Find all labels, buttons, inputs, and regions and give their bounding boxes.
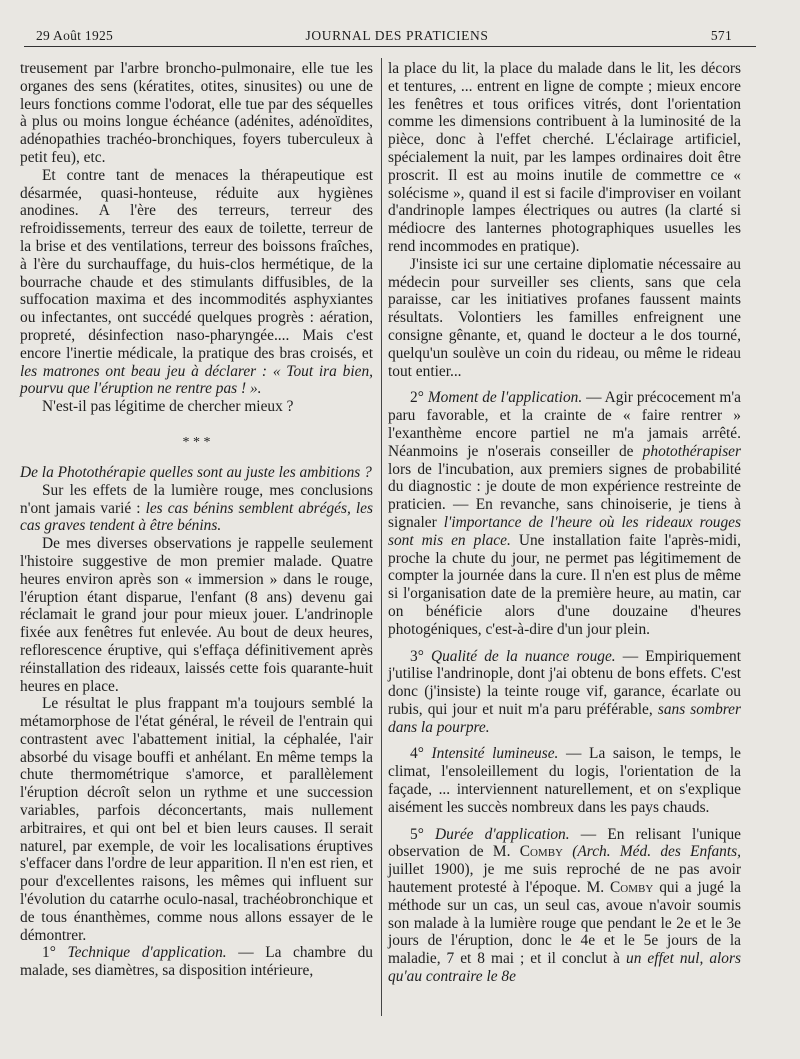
item-number: 1° [42,944,56,962]
section-separator: * * * [182,434,211,450]
header-date: 29 Août 1925 [36,28,114,43]
item-heading: Qualité de la nuance rouge. [430,647,616,665]
paragraph-italic: les matrones ont beau jeu à déclarer : « Tout ira bien, pourvu que l'éruption ne rentre pas ! ». [20,362,373,398]
item-heading: Intensité lumineuse. [431,745,559,763]
left-column [20,60,373,980]
header-page-number: 571 [710,28,732,43]
paragraph-italic: photothérapiser [642,442,741,460]
item-heading: Technique d'application. [67,944,227,962]
section-title-text: De la Photothérapie quelles sont au juste les ambitions ? [20,463,372,481]
paragraph [388,389,741,638]
paragraph: De mes diverses observations je rappelle seulement l'histoire suggestive de mon premier malade. Quatre heures environ après son « immersion » dans le rouge, l'éruption étant disparue, l'enfant (8 ans) devenu gai réclamait le grand jour pour mieux jouer. L'andrinople fixée aux fenêtres fut enlevée. Au bout de deux heures, reflorescence éruptive, qui s'effaça définitivement après réinstallation des rideaux, laissés cette fois quarante-huit heures en place. [20,535,373,695]
paragraph: N'est-il pas légitime de chercher mieux ? [42,398,294,416]
paragraph-text: — La chambre du malade, ses diamètres, sa disposition intérieure, [20,944,373,980]
paragraph-text: — Agir précocement m'a paru favorable, et la crainte de « faire rentrer » l'exanthème encore partiel ne m'a jamais arrêté. Néanmoins je n'oserais conseiller de [388,389,741,460]
paragraph [20,944,373,980]
right-column [388,60,741,986]
author-name: Comby [610,879,654,897]
paragraph-text: — La saison, le temps, le climat, l'ensoleillement du logis, l'orientation de la façade, ... interviennent naturellement, et on s'explique aisément les succès nombreux dans les pays chauds. [388,745,741,816]
paragraph-text: — En relisant l'unique observation de M. [388,825,741,861]
paragraph-text: — Empiriquement j'utilise l'andrinople, dont j'ai obtenu de bons effets. C'est donc (j'insiste) la teinte rouge vif, garance, écarlate ou rubis, qui jour et nuit m'a paru préférable, [388,647,741,718]
author-name: Comby [519,843,563,861]
paragraph-italic: sans sombrer dans la pourpre. [388,700,741,736]
paragraph-text: juillet 1900), je me suis reproché de ne pas avoir hautement protesté à l'époque. M. [388,861,741,897]
column-divider [381,58,382,1016]
citation: (Arch. Méd. des Enfants, [572,843,741,861]
paragraph: treusement par l'arbre broncho-pulmonaire, elle tue les organes des sens (kératites, otites, sinusites) ou une de leurs fonctions comme l'odorat, elle tue par des séquelles à plus ou moins longue échéance (adénites, adénoïdites, adénopathies trachéo-bronchiques, foyers tuberculeux à petit feu), etc. [20,60,373,166]
header-journal-title: JOURNAL DES PRATICIENS [305,28,489,43]
paragraph-italic: un effet nul, alors qu'au contraire le 8e [388,950,741,986]
paragraph: Le résultat le plus frappant m'a toujours semblé la métamorphose de l'état général, le réveil de l'entrain qui contrastent avec l'abattement initial, la céphalée, l'air absorbé du visage bouffi et anhélant. En même temps la chute thermométrique s'amorce, et parallèlement l'éruption décroît selon un rythme et une succession variables, parfois déconcertants, mais nullement arbitraires, et qui ont bel et bien leurs causes. Il serait naturel, par exemple, de voir les localisations éruptives s'effacer dans l'ordre de leur apparition. Il n'en est rien, et pour d'excellentes raisons, les mêmes qui influent sur l'évolution du catarrhe oculo-nasal, trachéobronchique et de tous énanthèmes, comme nous allons essayer de le démontrer. [20,695,373,944]
item-heading: Moment de l'application. [427,389,583,407]
item-number: 5° [410,825,424,843]
paragraph [388,826,741,986]
paragraph-text: qui a jugé la méthode sur un cas, un seul cas, avoue n'avoir soumis son malade à la lumière rouge que pendant le 2e et le 3e jours de l'éruption, donc le 4e et le 5e jours de la maladie, 7 et 8 mai ; et il conclut à [388,879,741,968]
paragraph [388,648,741,737]
item-number: 3° [410,647,424,665]
paragraph: J'insiste ici sur une certaine diplomatie nécessaire au médecin pour surveiller ses clients, sans que cela paraisse, car les initiatives profanes faussent maints résultats. Volontiers les familles enfreignent une consigne gênante, et, quand le docteur a le dos tourné, quelqu'un soulève un coin du rideau, ou même le rideau tout entier... [388,255,741,380]
paragraph-text: Sur les effets de la lumière rouge, mes conclusions n'ont jamais varié : [20,481,373,517]
paragraph [20,167,373,398]
item-number: 4° [410,745,424,763]
paragraph [20,482,373,535]
paragraph-text: Une installation faite l'après-midi, proche la chute du jour, ne permet pas légitimement de compter la journée dans la cure. Il n'en est plus de même si l'organisation date de la première heure, au matin, car on bénéficie alors d'une douzaine d'heures photogéniques, c'est-à-dire d'un jour plein. [388,531,741,638]
paragraph-text: Et contre tant de menaces la thérapeutique est désarmée, quasi-honteuse, réduite aux hygiènes anodines. A l'ère des terreurs, terreur des refroidissements, terreur des eaux de toilette, terreur de la brise et des ventilations, terreur des boissons fraîches, à l'ère du surchauffage, du huis-clos hermétique, de la bourrache chaude et des stimulants diffusibles, de la suffocation maxima et des incommodités asphyxiantes ou infectantes, ont succédé quelques progrès : aération, propreté, désinfection naso-pharyngée.... Mais c'est encore l'inertie médicale, la pratique des bras croisés, et [20,166,373,362]
paragraph [388,745,741,816]
paragraph-italic: les cas bénins semblent abrégés, les cas graves tendent à être bénins. [20,499,373,535]
paragraph-italic: l'importance de l'heure où les rideaux rouges sont mis en place. [388,513,741,549]
paragraph: la place du lit, la place du malade dans le lit, les décors et tentures, ... entrent en ligne de compte ; mieux encore les fenêtres et tous orifices vitrés, dont l'orientation comme les dimensions contribuent à la luminosité de la pièce, donc à l'effet cherché. L'éclairage artificiel, spécialement la nuit, par les lampes ordinaires doit être proscrit. Il est au moins inutile de commettre ce « solécisme », quand il est si facile d'improviser en voilant d'andrinople lampes électriques ou autres (la clarté si médiocre des lanternes photographiques usuelles les rend incommodes en pratique). [388,60,741,255]
page-header [22,22,772,44]
item-number: 2° [410,389,424,407]
section-title [20,464,373,482]
header-rule [24,46,756,47]
paragraph-text: lors de l'incubation, aux premiers signes de probabilité du diagnostic : je doute de mon expérience restreinte de praticien. — En revanche, sans chinoiserie, je tiens à signaler [388,460,741,531]
item-heading: Durée d'application. [435,825,570,843]
